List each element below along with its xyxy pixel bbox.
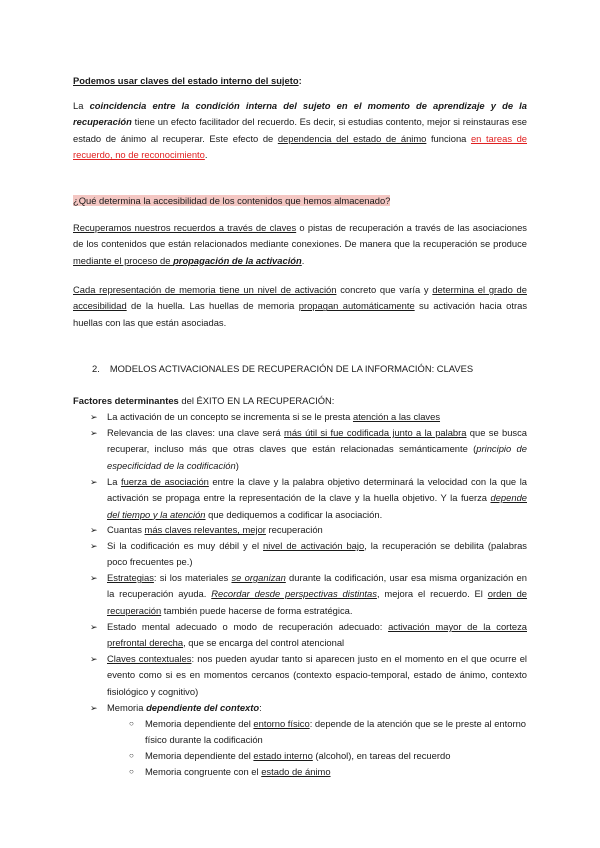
text: . [301,254,305,266]
section-title [92,361,546,377]
section-title-text: MODELOS ACTIVACIONALES DE RECUPERACIÓN DE LA INFORMACIÓN: CLAVES [109,363,474,374]
list-item [90,538,527,571]
circle-bullet-icon: ○ [129,751,134,760]
text: : si los materiales [153,572,232,583]
text: Estado mental adecuado o modo de recuperación adecuado: [107,621,389,632]
text: Relevancia de las claves: una clave será [107,427,285,438]
paragraph-activation-level [73,282,527,331]
arrow-bullet-icon: ➢ [90,573,98,583]
text: de la huella. Las huellas de memoria [126,300,299,312]
underline: Claves contextuales [107,653,192,664]
underline: nivel de activación bajo [263,540,365,551]
arrow-bullet-icon: ➢ [90,622,98,632]
text: del ÉXITO EN LA RECUPERACIÓN: [178,395,335,406]
list-item [90,619,527,652]
text: Memoria dependiente del [145,750,254,761]
text: Memoria [107,702,147,713]
section-number: 2. [92,363,100,374]
arrow-bullet-icon: ➢ [90,477,98,487]
arrow-bullet-icon: ➢ [90,525,98,535]
text: que se busca recuperar, incluso más que otras claves que están relacionadas semánticamente ( [107,427,528,455]
underline: Cada representación de memoria tiene un nivel de activación [73,284,337,295]
text: su activación hacia otras huellas con las que están asociadas. [73,300,528,328]
arrow-bullet-icon: ➢ [90,654,98,664]
text: (alcohol), en tareas del recuerdo [312,750,451,761]
highlighted-question [73,193,527,209]
underline: entorno físico [253,718,310,729]
italic: principio de especificidad de la codificación [107,443,527,471]
text: ) [235,459,239,471]
text: . [204,148,208,160]
underline: atención a las claves [352,411,441,422]
underline: orden de recuperación [107,588,527,616]
text: , que se encarga del control atencional [183,637,345,649]
text: , la recuperación se debilita (palabras poco frecuentes pe.) [107,540,527,568]
sub-list-item [129,764,530,780]
sub-list-item [129,716,530,749]
list-item [90,474,527,523]
underline: Recuperamos nuestros recuerdos a través de claves [73,222,297,233]
bold-text: Factores determinantes [73,395,179,406]
emphasis: coincidencia entre la condición interna del sujeto en el momento de aprendizaje y de la recuperación [73,100,527,128]
list-item [90,700,527,716]
factors-heading [73,393,527,409]
heading-internal-state [73,73,527,89]
emphasis: propagación de la activación [173,254,302,266]
arrow-bullet-icon: ➢ [90,541,98,551]
underline: determina el grado de accesibilidad [73,284,527,312]
list-item [90,570,527,619]
italic-underline: se organizan [231,572,286,583]
heading-colon: : [298,75,302,86]
underline: propagan automáticamente [298,300,415,312]
underline: dependencia del estado de ánimo [277,132,427,144]
arrow-bullet-icon: ➢ [90,412,98,422]
text: o pistas de recuperación a través de las asociaciones de los contenidos que están relacionados mediante conexiones. De manera que la recuperación se produce [73,222,527,250]
text: La activación de un concepto se incrementa si se le presta [107,411,353,422]
text: que dediquemos a codificar la asociación. [205,508,383,520]
text: Memoria congruente con el [145,766,262,777]
text: Si la codificación es muy débil y el [107,540,264,551]
text: La [107,476,121,487]
question-text: ¿Qué determina la accesibilidad de los contenidos que hemos almacenado? [73,195,391,206]
paragraph-mood-dependence [73,98,527,163]
underline: Estrategias [107,572,154,583]
text: recuperación [265,524,323,535]
text: : [259,702,262,713]
underline: más claves relevantes, mejor [144,524,266,535]
circle-bullet-icon: ○ [129,767,134,776]
underline: fuerza de asociación [120,476,209,487]
red-underline: en tareas de recuerdo, no de reconocimiento [73,132,527,160]
text: concreto que varía y [336,284,433,295]
heading-text: Podemos usar claves del estado interno del sujeto [73,75,299,86]
underline: estado de ánimo [261,766,331,777]
underline: activación mayor de la corteza prefrontal derecha [107,621,527,649]
list-item [90,409,527,425]
list-item [90,651,527,700]
italic-underline: Recordar desde perspectivas distintas [211,588,377,600]
circle-bullet-icon: ○ [129,719,134,728]
list-item [90,425,528,474]
text: entre la clave y la palabra objetivo determinará la velocidad con la que la activación se propaga entre la representación de la clave y la huella objetivo. Y la fuerza [107,476,527,504]
text: Cuantas [107,524,145,535]
underline: mediante el proceso de [73,254,174,266]
text: La [73,100,90,111]
emphasis: dependiente del contexto [146,702,260,713]
text: durante la codificación, usar esa misma organización en la recuperación ayuda. [107,572,527,600]
italic-underline: depende del tiempo y la atención [107,492,527,520]
arrow-bullet-icon: ➢ [90,703,98,713]
text: : nos pueden ayudar tanto si aparecen justo en el momento en el que ocurre el evento como si es en momentos cercanos (contexto espacio-temporal, estado de ánimo, contexto fisiológico y cognitivo) [107,653,527,697]
text: Memoria dependiente del [145,718,254,729]
underline: estado interno [253,750,313,761]
arrow-bullet-icon: ➢ [90,428,98,438]
text: tiene un efecto facilitador del recuerdo. Es decir, si estudias contento, mejor si reinstauras ese estado de ánimo al recuperar. Este efecto de [73,116,527,144]
text: , mejora el recuerdo. El [376,588,488,600]
text: funciona [426,132,471,144]
sub-list-item [129,748,530,764]
underline: más útil si fue codificada junto a la palabra [284,427,467,438]
text: : depende de la atención que se le preste al entorno físico durante la codificación [145,718,527,746]
text: también puede hacerse de forma estratégica. [161,604,353,616]
list-item [90,522,527,538]
paragraph-retrieval-cues [73,220,527,269]
